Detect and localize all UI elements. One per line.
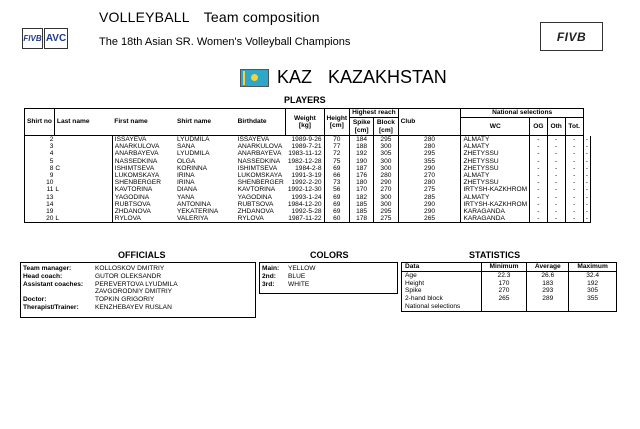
- player-shirt-name: LUKOMSKAYA: [237, 172, 283, 180]
- player-spike: 305: [374, 150, 399, 157]
- player-wc: -: [530, 165, 548, 172]
- player-shirt-name: ANARBAYEVA: [237, 150, 282, 158]
- player-spike: 300: [374, 143, 399, 150]
- player-height: 182: [350, 194, 374, 201]
- player-wc: -: [530, 201, 548, 208]
- player-role: [54, 201, 112, 208]
- player-tot: -: [583, 165, 590, 172]
- player-weight: 56: [324, 186, 350, 193]
- player-shirt-name: ISSAYEVA: [237, 136, 270, 143]
- col-oth: Oth: [547, 118, 565, 136]
- player-wc: -: [530, 158, 548, 165]
- player-tot: -: [583, 215, 590, 223]
- player-spike: 295: [374, 208, 399, 215]
- document-title: [99, 9, 320, 25]
- player-weight: 73: [324, 179, 350, 186]
- col-last-name: Last name: [54, 109, 112, 136]
- stats-max: 192: [587, 279, 599, 287]
- player-shirt-no: 9: [25, 172, 55, 179]
- official-role: Head coach:: [23, 272, 63, 280]
- player-tot: -: [583, 201, 590, 208]
- player-role: L: [54, 186, 112, 193]
- player-last-name: RYLOVA: [112, 215, 175, 223]
- player-birthdate: 1984-2-8: [286, 165, 324, 172]
- stats-row: [402, 295, 617, 303]
- official-name: PEREVERTOVA LYUDMILA: [95, 280, 178, 288]
- stats-max: 355: [587, 295, 599, 303]
- player-role: [54, 143, 112, 150]
- player-club: ZHETYSSU: [461, 150, 530, 157]
- player-first-name: SANA: [176, 143, 195, 151]
- official-row: [23, 273, 255, 281]
- player-role: [54, 158, 112, 165]
- player-wc: -: [530, 172, 548, 179]
- stats-row: [402, 280, 617, 288]
- player-club: ALMATY: [461, 143, 530, 150]
- player-tot: -: [583, 194, 590, 201]
- player-weight: 69: [324, 201, 350, 208]
- stats-row: [402, 287, 617, 295]
- stats-col-data: Data: [402, 263, 482, 272]
- player-og: -: [547, 215, 565, 223]
- player-block: 275: [398, 186, 461, 193]
- player-shirt-no: 19: [25, 208, 55, 215]
- player-height: 185: [350, 208, 374, 215]
- player-height: 190: [350, 158, 374, 165]
- stats-label: National selections: [402, 303, 482, 311]
- stats-label: Age: [402, 271, 482, 279]
- team-heading: [240, 67, 447, 88]
- official-role: Team manager:: [23, 265, 72, 272]
- player-first-name: YANA: [176, 193, 195, 201]
- player-shirt-name: KAVTORINA: [237, 186, 276, 194]
- player-role: [54, 136, 112, 144]
- col-tot: Tot.: [565, 118, 583, 136]
- official-role: Therapist/Trainer:: [23, 303, 79, 311]
- players-table: [24, 108, 591, 223]
- player-shirt-name: ZHDANOVA: [237, 208, 274, 216]
- stats-avg: 26.6: [527, 271, 569, 279]
- color-row: [262, 281, 397, 289]
- official-row: [23, 265, 255, 273]
- stats-max: 32.4: [586, 271, 600, 279]
- official-row: [23, 304, 255, 312]
- players-title: PLAYERS: [284, 95, 326, 105]
- stats-min: 170: [481, 280, 527, 288]
- player-shirt-no: 10: [25, 179, 55, 186]
- stats-min: 22.3: [481, 271, 527, 279]
- player-shirt-no: 4: [25, 150, 55, 157]
- player-shirt-no: 2: [25, 136, 55, 144]
- player-og: -: [547, 158, 565, 165]
- avc-logo-text: AVC: [45, 33, 67, 44]
- player-row: [25, 150, 591, 157]
- officials-box: [20, 262, 256, 318]
- team-name: KAZAKHSTAN: [328, 67, 447, 87]
- player-role: [54, 172, 112, 179]
- player-weight: 66: [324, 172, 350, 179]
- player-club: IRTYSH-KAZKHROM: [461, 201, 530, 208]
- player-spike: 295: [374, 136, 399, 144]
- player-birthdate: 1983-11-12: [286, 150, 324, 157]
- official-name: KOLLOSKOV DMITRIY: [95, 265, 165, 272]
- fivb-logo-left: [22, 28, 43, 49]
- document-subtitle: The 18th Asian SR. Women's Volleyball Champions: [99, 36, 351, 48]
- official-role: Doctor:: [23, 296, 47, 304]
- player-height: 180: [350, 179, 374, 186]
- stats-col-avg: Average: [527, 263, 569, 272]
- player-first-name: LYUDMILA: [176, 136, 210, 143]
- player-shirt-name: SHENBERGER: [237, 179, 284, 187]
- player-role: [54, 208, 112, 215]
- fivb-logo-left-text: FIVB: [23, 34, 42, 43]
- player-club: KARAGANDA: [461, 208, 530, 215]
- player-first-name: OLGA: [176, 157, 196, 165]
- player-row: [25, 208, 591, 215]
- player-height: 185: [350, 201, 374, 208]
- player-height: 187: [350, 165, 374, 172]
- player-last-name: ISHIMTSEVA: [114, 164, 155, 172]
- player-birthdate: 1992-2-20: [286, 179, 324, 186]
- player-weight: 69: [324, 208, 350, 215]
- color-row: [262, 273, 397, 281]
- official-name: TOPKIN GRIGORIY: [95, 296, 155, 304]
- player-oth: -: [565, 208, 583, 215]
- player-row: [25, 201, 591, 208]
- stats-max: 305: [587, 287, 599, 295]
- player-row: [25, 158, 591, 165]
- player-shirt-no: 5: [25, 158, 55, 165]
- player-role: [54, 150, 112, 157]
- player-wc: -: [530, 194, 548, 201]
- player-club: ZHETYSSU: [461, 158, 530, 165]
- player-og: -: [547, 150, 565, 157]
- player-row: [25, 179, 591, 186]
- player-weight: 70: [324, 136, 350, 144]
- col-wc: WC: [461, 118, 530, 136]
- player-birthdate: 1987-11-22: [286, 215, 324, 223]
- col-shirt-name: Shirt name: [175, 109, 236, 136]
- stats-col-min: Minimum: [481, 263, 527, 272]
- player-wc: -: [530, 215, 548, 223]
- player-block: 290: [398, 208, 461, 215]
- col-national-selections: National selections: [461, 109, 583, 118]
- player-weight: 60: [324, 215, 350, 223]
- player-last-name: NASSEDKINA: [114, 157, 158, 165]
- stats-row: [402, 271, 617, 279]
- player-shirt-name: ANARKULOVA: [237, 143, 283, 151]
- player-last-name: ZHDANOVA: [114, 208, 151, 216]
- player-oth: -: [565, 186, 583, 193]
- player-weight: 72: [324, 150, 350, 157]
- player-row: [25, 143, 591, 150]
- player-wc: -: [530, 150, 548, 157]
- team-code: KAZ: [277, 67, 313, 87]
- color-value: BLUE: [288, 272, 306, 280]
- player-oth: -: [565, 143, 583, 150]
- player-tot: -: [583, 136, 590, 144]
- player-last-name: ISSAYEVA: [114, 136, 147, 143]
- player-og: -: [547, 194, 565, 201]
- player-last-name: LUKOMSKAYA: [114, 172, 160, 180]
- player-first-name: YEKATERINA: [176, 208, 219, 216]
- player-club: KARAGANDA: [461, 215, 530, 223]
- col-og: OG: [530, 118, 548, 136]
- player-spike: 300: [374, 165, 399, 172]
- player-shirt-no: 8: [25, 165, 55, 172]
- player-tot: -: [583, 172, 590, 179]
- player-last-name: RUBTSOVA: [114, 200, 151, 208]
- col-spike: Spike [cm]: [350, 118, 374, 136]
- player-spike: 280: [374, 172, 399, 179]
- col-shirt-no: Shirt no: [25, 109, 55, 136]
- player-birthdate: 1989-7-21: [286, 143, 324, 150]
- player-shirt-name: RUBTSOVA: [237, 200, 274, 208]
- player-row: [25, 186, 591, 193]
- color-value: YELLOW: [288, 265, 316, 272]
- player-first-name: KORINNA: [176, 164, 208, 172]
- official-row: [23, 296, 255, 304]
- player-last-name: KAVTORINA: [114, 186, 153, 194]
- stats-row: [402, 303, 617, 311]
- player-row: [25, 136, 591, 144]
- stats-avg: 293: [527, 287, 569, 295]
- player-block: 280: [398, 179, 461, 186]
- official-row: [23, 281, 255, 289]
- player-block: 290: [398, 201, 461, 208]
- col-weight: Weight [kg]: [286, 109, 324, 136]
- color-value: WHITE: [288, 280, 310, 288]
- stats-min: [481, 303, 527, 311]
- player-shirt-no: 14: [25, 201, 55, 208]
- player-row: [25, 194, 591, 201]
- player-og: -: [547, 186, 565, 193]
- player-shirt-name: ISHIMTSEVA: [237, 164, 278, 172]
- official-row: [23, 288, 255, 296]
- player-height: 192: [350, 150, 374, 157]
- player-block: 280: [398, 136, 461, 144]
- player-spike: 270: [374, 186, 399, 193]
- player-first-name: VALERIYA: [175, 215, 236, 223]
- player-block: 280: [398, 143, 461, 150]
- player-wc: -: [530, 136, 548, 144]
- colors-box: [259, 262, 398, 294]
- player-spike: 290: [374, 179, 399, 186]
- player-og: -: [547, 179, 565, 186]
- player-spike: 300: [374, 158, 399, 165]
- title-sport: VOLLEYBALL: [99, 9, 190, 25]
- player-weight: 69: [324, 165, 350, 172]
- player-club: ALMATY: [461, 172, 530, 179]
- player-shirt-no: 20: [25, 215, 55, 223]
- player-oth: -: [565, 194, 583, 201]
- player-last-name: YAGODINA: [114, 193, 150, 201]
- player-block: 355: [398, 158, 461, 165]
- player-oth: -: [565, 150, 583, 157]
- player-oth: -: [565, 165, 583, 172]
- kazakhstan-flag-icon: [240, 69, 269, 87]
- player-shirt-name: RYLOVA: [236, 215, 286, 223]
- col-highest-reach: Highest reach: [350, 109, 399, 118]
- color-row: [262, 265, 397, 273]
- player-wc: -: [530, 143, 548, 150]
- player-birthdate: 1984-12-20: [286, 201, 324, 208]
- color-label: 2nd:: [262, 272, 276, 280]
- col-first-name: First name: [112, 109, 175, 136]
- player-tot: -: [583, 179, 590, 186]
- player-height: 184: [350, 136, 374, 144]
- stats-label: Spike: [402, 287, 482, 295]
- player-row: [25, 215, 591, 223]
- player-oth: -: [565, 136, 583, 144]
- player-weight: 69: [324, 194, 350, 201]
- player-height: 170: [350, 186, 374, 193]
- player-role: C: [54, 165, 112, 172]
- player-tot: -: [583, 158, 590, 165]
- col-birthdate: Birthdate: [236, 109, 286, 136]
- player-og: -: [547, 201, 565, 208]
- stats-col-max: Maximum: [577, 263, 608, 270]
- player-row: [25, 165, 591, 172]
- player-oth: -: [565, 201, 583, 208]
- player-birthdate: 1992-5-28: [286, 208, 324, 215]
- player-role: [54, 194, 112, 201]
- player-last-name: ANARBAYEVA: [114, 150, 159, 158]
- color-label: 3rd:: [262, 280, 275, 288]
- player-shirt-no: 13: [25, 194, 55, 201]
- player-club: ALMATY: [461, 136, 530, 144]
- stats-min: 265: [481, 295, 527, 303]
- avc-logo: [44, 28, 68, 49]
- player-birthdate: 1982-12-28: [286, 158, 324, 165]
- player-birthdate: 1989-9-26: [286, 136, 324, 144]
- player-role: [54, 179, 112, 186]
- player-shirt-name: NASSEDKINA: [237, 157, 281, 165]
- player-tot: -: [583, 208, 590, 215]
- player-club: ALMATY: [461, 194, 530, 201]
- player-spike: 300: [374, 201, 399, 208]
- statistics-table: [401, 262, 617, 312]
- player-og: -: [547, 143, 565, 150]
- official-role: Assistant coaches:: [23, 280, 84, 288]
- player-birthdate: 1992-12-30: [286, 186, 324, 193]
- officials-title: OFFICIALS: [118, 250, 166, 260]
- player-tot: -: [583, 150, 590, 157]
- player-height: 188: [350, 143, 374, 150]
- player-tot: -: [583, 143, 590, 150]
- player-oth: -: [565, 179, 583, 186]
- player-first-name: LYUDMILA: [176, 150, 210, 158]
- player-shirt-no: 3: [25, 143, 55, 150]
- col-club: Club: [398, 109, 461, 136]
- player-oth: -: [565, 158, 583, 165]
- stats-avg: 183: [527, 280, 569, 288]
- player-og: -: [547, 172, 565, 179]
- player-wc: -: [530, 179, 548, 186]
- player-block: 285: [398, 194, 461, 201]
- player-weight: 77: [324, 143, 350, 150]
- player-wc: -: [530, 208, 548, 215]
- stats-label: Height: [402, 280, 482, 288]
- player-oth: -: [565, 215, 583, 223]
- player-shirt-no: 11: [25, 186, 55, 193]
- player-tot: -: [583, 186, 590, 193]
- fivb-logo-right: [540, 22, 603, 51]
- player-birthdate: 1993-1-24: [286, 194, 324, 201]
- col-block: Block [cm]: [374, 118, 399, 136]
- player-shirt-name: YAGODINA: [237, 193, 272, 201]
- player-og: -: [547, 136, 565, 144]
- title-document: Team composition: [203, 9, 320, 25]
- player-first-name: DIANA: [176, 186, 198, 194]
- stats-label: 2-hand block: [402, 295, 482, 303]
- player-birthdate: 1991-3-19: [286, 172, 324, 179]
- stats-avg: 289: [527, 295, 569, 303]
- stats-max: [569, 303, 617, 311]
- player-block: 295: [398, 150, 461, 157]
- player-last-name: ANARKULOVA: [114, 143, 160, 151]
- player-first-name: IRINA: [176, 172, 195, 180]
- player-weight: 75: [324, 158, 350, 165]
- player-wc: -: [530, 186, 548, 193]
- player-role: L: [54, 215, 112, 223]
- player-row: [25, 172, 591, 179]
- player-club: ZHETYSSU: [461, 165, 530, 172]
- player-height: 178: [350, 215, 374, 223]
- player-spike: 300: [374, 194, 399, 201]
- player-height: 176: [350, 172, 374, 179]
- player-first-name: IRINA: [176, 179, 195, 187]
- player-first-name: ANTONINA: [176, 200, 211, 208]
- stats-avg: [527, 303, 569, 311]
- player-oth: -: [565, 172, 583, 179]
- player-spike: 275: [374, 215, 399, 223]
- color-label: Main:: [262, 265, 280, 272]
- stats-min: 270: [481, 287, 527, 295]
- player-club: ZHETYSSU: [461, 179, 530, 186]
- player-block: 290: [398, 165, 461, 172]
- official-name: GUTOR OLEKSANDR: [95, 272, 162, 280]
- player-last-name: SHENBERGER: [114, 179, 161, 187]
- col-height: Height [cm]: [324, 109, 350, 136]
- statistics-title: STATISTICS: [469, 250, 521, 260]
- fivb-logo-right-text: FIVB: [556, 29, 587, 44]
- player-block: 265: [398, 215, 461, 223]
- colors-title: COLORS: [310, 250, 349, 260]
- player-og: -: [547, 165, 565, 172]
- official-name: KENZHEBAYEV RUSLAN: [95, 303, 172, 311]
- player-og: -: [547, 208, 565, 215]
- player-club: IRTYSH-KAZKHROM: [461, 186, 530, 193]
- player-block: 270: [398, 172, 461, 179]
- official-name: ZAVGORODNIY DMITRIY: [95, 288, 173, 296]
